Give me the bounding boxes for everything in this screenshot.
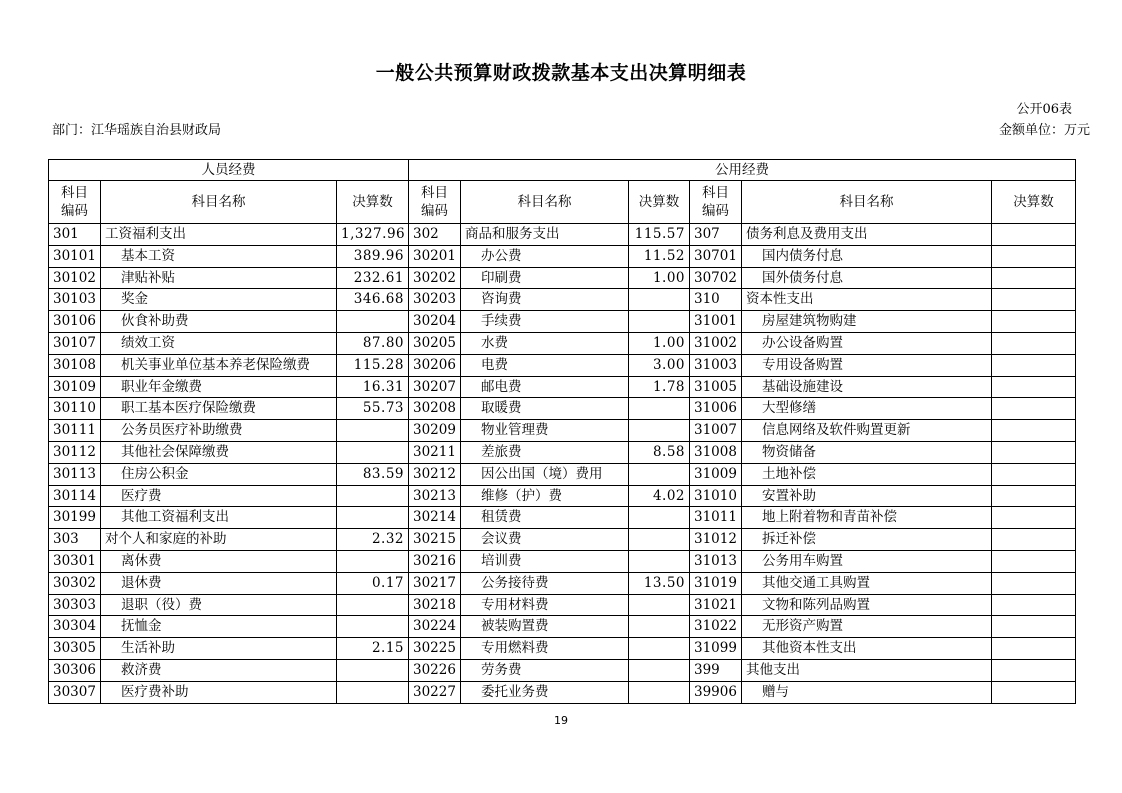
table-row (49, 616, 1076, 638)
subject-code: 307 (690, 224, 742, 246)
group-header-personnel: 人员经费 (49, 160, 409, 181)
subject-name: 退休费 (101, 572, 337, 594)
subject-code: 30304 (49, 616, 101, 638)
subject-name: 机关事业单位基本养老保险缴费 (101, 354, 337, 376)
subject-name: 办公费 (461, 245, 629, 267)
subject-code: 30108 (49, 354, 101, 376)
amount-value (629, 311, 690, 333)
amount-value: 0.17 (337, 572, 409, 594)
subject-name: 会议费 (461, 529, 629, 551)
subject-code: 30227 (409, 681, 461, 703)
subject-code: 31019 (690, 572, 742, 594)
subject-name: 土地补偿 (742, 463, 992, 485)
subject-name: 物资储备 (742, 441, 992, 463)
subject-name: 无形资产购置 (742, 616, 992, 638)
amount-value (992, 485, 1076, 507)
subject-code: 30109 (49, 376, 101, 398)
table-row (49, 572, 1076, 594)
amount-value (992, 441, 1076, 463)
subject-name: 电费 (461, 354, 629, 376)
table-row (49, 507, 1076, 529)
subject-name: 差旅费 (461, 441, 629, 463)
subject-name: 地上附着物和青苗补偿 (742, 507, 992, 529)
subject-name: 水费 (461, 332, 629, 354)
header-code: 科目 编码 (690, 181, 742, 224)
amount-value (992, 398, 1076, 420)
subject-name: 委托业务费 (461, 681, 629, 703)
subject-name: 住房公积金 (101, 463, 337, 485)
subject-name: 安置补助 (742, 485, 992, 507)
subject-code: 30204 (409, 311, 461, 333)
subject-code: 31003 (690, 354, 742, 376)
amount-value (992, 224, 1076, 246)
table-row (49, 332, 1076, 354)
amount-value (629, 420, 690, 442)
subject-name: 被装购置费 (461, 616, 629, 638)
amount-value (992, 289, 1076, 311)
subject-code: 30112 (49, 441, 101, 463)
table-row (49, 659, 1076, 681)
header-name: 科目名称 (101, 181, 337, 224)
subject-name: 退职（役）费 (101, 594, 337, 616)
amount-value (629, 616, 690, 638)
header-name: 科目名称 (742, 181, 992, 224)
amount-value (992, 659, 1076, 681)
subject-code: 30216 (409, 550, 461, 572)
subject-name: 物业管理费 (461, 420, 629, 442)
amount-value: 55.73 (337, 398, 409, 420)
amount-value: 115.57 (629, 224, 690, 246)
subject-name: 职业年金缴费 (101, 376, 337, 398)
subject-name: 奖金 (101, 289, 337, 311)
subject-name: 其他社会保障缴费 (101, 441, 337, 463)
subject-code: 30111 (49, 420, 101, 442)
amount-value (337, 441, 409, 463)
amount-value (629, 594, 690, 616)
subject-name: 资本性支出 (742, 289, 992, 311)
subject-name: 其他交通工具购置 (742, 572, 992, 594)
subject-code: 30306 (49, 659, 101, 681)
subject-code: 30307 (49, 681, 101, 703)
amount-value (992, 267, 1076, 289)
amount-value (629, 659, 690, 681)
table-row (49, 398, 1076, 420)
amount-value (992, 681, 1076, 703)
subject-name: 公务用车购置 (742, 550, 992, 572)
amount-value: 1.00 (629, 267, 690, 289)
unit-label: 金额单位：万元 (998, 123, 1090, 138)
subject-code: 30202 (409, 267, 461, 289)
subject-code: 30107 (49, 332, 101, 354)
subject-code: 30303 (49, 594, 101, 616)
amount-value (337, 507, 409, 529)
subject-code: 31099 (690, 638, 742, 660)
subject-name: 基础设施建设 (742, 376, 992, 398)
subject-name: 生活补助 (101, 638, 337, 660)
subject-code: 31007 (690, 420, 742, 442)
table-row (49, 638, 1076, 660)
subject-name: 大型修缮 (742, 398, 992, 420)
subject-code: 30114 (49, 485, 101, 507)
subject-code: 30305 (49, 638, 101, 660)
subject-name: 国外债务付息 (742, 267, 992, 289)
subject-name: 拆迁补偿 (742, 529, 992, 551)
table-row (49, 594, 1076, 616)
subject-code: 303 (49, 529, 101, 551)
table-row (49, 529, 1076, 551)
group-header-public: 公用经费 (409, 160, 1076, 181)
form-code: 公开06表 (1016, 102, 1072, 117)
amount-value (337, 616, 409, 638)
table-row (49, 311, 1076, 333)
subject-code: 30101 (49, 245, 101, 267)
table-row (49, 550, 1076, 572)
table-row (49, 289, 1076, 311)
subject-name: 维修（护）费 (461, 485, 629, 507)
amount-value (992, 594, 1076, 616)
amount-value (992, 572, 1076, 594)
subject-code: 30113 (49, 463, 101, 485)
amount-value (629, 463, 690, 485)
header-code: 科目 编码 (49, 181, 101, 224)
amount-value (337, 311, 409, 333)
subject-code: 30215 (409, 529, 461, 551)
header-amount: 决算数 (992, 181, 1076, 224)
subject-name: 手续费 (461, 311, 629, 333)
amount-value (337, 594, 409, 616)
subject-name: 专用材料费 (461, 594, 629, 616)
amount-value (992, 376, 1076, 398)
amount-value (629, 550, 690, 572)
subject-name: 赠与 (742, 681, 992, 703)
subject-code: 30209 (409, 420, 461, 442)
amount-value: 4.02 (629, 485, 690, 507)
header-amount: 决算数 (337, 181, 409, 224)
subject-name: 咨询费 (461, 289, 629, 311)
subject-name: 津贴补贴 (101, 267, 337, 289)
subject-name: 离休费 (101, 550, 337, 572)
subject-name: 专用燃料费 (461, 638, 629, 660)
amount-value: 232.61 (337, 267, 409, 289)
amount-value (337, 659, 409, 681)
amount-value: 16.31 (337, 376, 409, 398)
amount-value (629, 398, 690, 420)
subject-code: 30301 (49, 550, 101, 572)
amount-value (629, 529, 690, 551)
subject-code: 30702 (690, 267, 742, 289)
subject-code: 30203 (409, 289, 461, 311)
subject-name: 其他工资福利支出 (101, 507, 337, 529)
header-code: 科目 编码 (409, 181, 461, 224)
subject-name: 商品和服务支出 (461, 224, 629, 246)
subject-name: 债务利息及费用支出 (742, 224, 992, 246)
subject-code: 302 (409, 224, 461, 246)
subject-code: 31012 (690, 529, 742, 551)
amount-value (629, 681, 690, 703)
page-number: 19 (554, 714, 568, 727)
subject-code: 30224 (409, 616, 461, 638)
amount-value (337, 420, 409, 442)
subject-code: 31005 (690, 376, 742, 398)
subject-code: 30225 (409, 638, 461, 660)
amount-value (992, 354, 1076, 376)
table-row (49, 354, 1076, 376)
table-row (49, 681, 1076, 703)
amount-value: 1,327.96 (337, 224, 409, 246)
table-row (49, 224, 1076, 246)
amount-value: 83.59 (337, 463, 409, 485)
table-row (49, 485, 1076, 507)
subject-name: 国内债务付息 (742, 245, 992, 267)
subject-code: 30199 (49, 507, 101, 529)
subject-code: 301 (49, 224, 101, 246)
expenditure-table (48, 159, 1076, 704)
subject-name: 救济费 (101, 659, 337, 681)
subject-code: 30201 (409, 245, 461, 267)
table-row (49, 463, 1076, 485)
subject-code: 31022 (690, 616, 742, 638)
subject-name: 公务员医疗补助缴费 (101, 420, 337, 442)
subject-code: 30208 (409, 398, 461, 420)
amount-value (337, 550, 409, 572)
subject-code: 30701 (690, 245, 742, 267)
table-row (49, 441, 1076, 463)
header-amount: 决算数 (629, 181, 690, 224)
subject-name: 抚恤金 (101, 616, 337, 638)
subject-code: 31001 (690, 311, 742, 333)
subject-name: 公务接待费 (461, 572, 629, 594)
subject-name: 医疗费 (101, 485, 337, 507)
amount-value: 8.58 (629, 441, 690, 463)
subject-name: 信息网络及软件购置更新 (742, 420, 992, 442)
subject-name: 医疗费补助 (101, 681, 337, 703)
subject-code: 31011 (690, 507, 742, 529)
subject-name: 邮电费 (461, 376, 629, 398)
subject-name: 房屋建筑物购建 (742, 311, 992, 333)
amount-value (992, 463, 1076, 485)
table-row (49, 420, 1076, 442)
amount-value (992, 529, 1076, 551)
amount-value (337, 485, 409, 507)
subject-code: 30212 (409, 463, 461, 485)
header-name: 科目名称 (461, 181, 629, 224)
subject-code: 30218 (409, 594, 461, 616)
subject-code: 30207 (409, 376, 461, 398)
subject-name: 工资福利支出 (101, 224, 337, 246)
subject-code: 30226 (409, 659, 461, 681)
amount-value (992, 332, 1076, 354)
subject-name: 培训费 (461, 550, 629, 572)
amount-value (992, 420, 1076, 442)
subject-name: 文物和陈列品购置 (742, 594, 992, 616)
subject-name: 因公出国（境）费用 (461, 463, 629, 485)
amount-value: 87.80 (337, 332, 409, 354)
subject-name: 专用设备购置 (742, 354, 992, 376)
subject-code: 30103 (49, 289, 101, 311)
amount-value (992, 507, 1076, 529)
amount-value (992, 550, 1076, 572)
amount-value: 1.78 (629, 376, 690, 398)
amount-value (337, 681, 409, 703)
subject-name: 其他资本性支出 (742, 638, 992, 660)
subject-name: 绩效工资 (101, 332, 337, 354)
table-row (49, 376, 1076, 398)
subject-name: 职工基本医疗保险缴费 (101, 398, 337, 420)
amount-value: 3.00 (629, 354, 690, 376)
amount-value (992, 311, 1076, 333)
subject-code: 30214 (409, 507, 461, 529)
table-row (49, 267, 1076, 289)
subject-name: 其他支出 (742, 659, 992, 681)
subject-code: 30102 (49, 267, 101, 289)
subject-code: 30213 (409, 485, 461, 507)
subject-code: 31002 (690, 332, 742, 354)
subject-code: 31010 (690, 485, 742, 507)
amount-value (992, 245, 1076, 267)
amount-value: 346.68 (337, 289, 409, 311)
subject-code: 30106 (49, 311, 101, 333)
amount-value: 389.96 (337, 245, 409, 267)
subject-code: 30211 (409, 441, 461, 463)
amount-value: 2.32 (337, 529, 409, 551)
subject-code: 30206 (409, 354, 461, 376)
amount-value (629, 289, 690, 311)
subject-name: 取暖费 (461, 398, 629, 420)
subject-code: 30217 (409, 572, 461, 594)
amount-value: 11.52 (629, 245, 690, 267)
department-label: 部门：江华瑶族自治县财政局 (52, 123, 222, 138)
subject-code: 31006 (690, 398, 742, 420)
amount-value (629, 638, 690, 660)
amount-value: 13.50 (629, 572, 690, 594)
amount-value: 115.28 (337, 354, 409, 376)
subject-name: 办公设备购置 (742, 332, 992, 354)
subject-code: 31013 (690, 550, 742, 572)
subject-name: 租赁费 (461, 507, 629, 529)
amount-value (992, 616, 1076, 638)
subject-name: 对个人和家庭的补助 (101, 529, 337, 551)
amount-value: 1.00 (629, 332, 690, 354)
subject-code: 31009 (690, 463, 742, 485)
subject-code: 39906 (690, 681, 742, 703)
subject-code: 30205 (409, 332, 461, 354)
subject-code: 30110 (49, 398, 101, 420)
page-title: 一般公共预算财政拨款基本支出决算明细表 (375, 62, 747, 84)
subject-name: 伙食补助费 (101, 311, 337, 333)
amount-value (629, 507, 690, 529)
subject-name: 基本工资 (101, 245, 337, 267)
subject-name: 印刷费 (461, 267, 629, 289)
amount-value: 2.15 (337, 638, 409, 660)
subject-code: 399 (690, 659, 742, 681)
table-row (49, 245, 1076, 267)
subject-name: 劳务费 (461, 659, 629, 681)
subject-code: 31008 (690, 441, 742, 463)
subject-code: 310 (690, 289, 742, 311)
subject-code: 31021 (690, 594, 742, 616)
amount-value (992, 638, 1076, 660)
subject-code: 30302 (49, 572, 101, 594)
